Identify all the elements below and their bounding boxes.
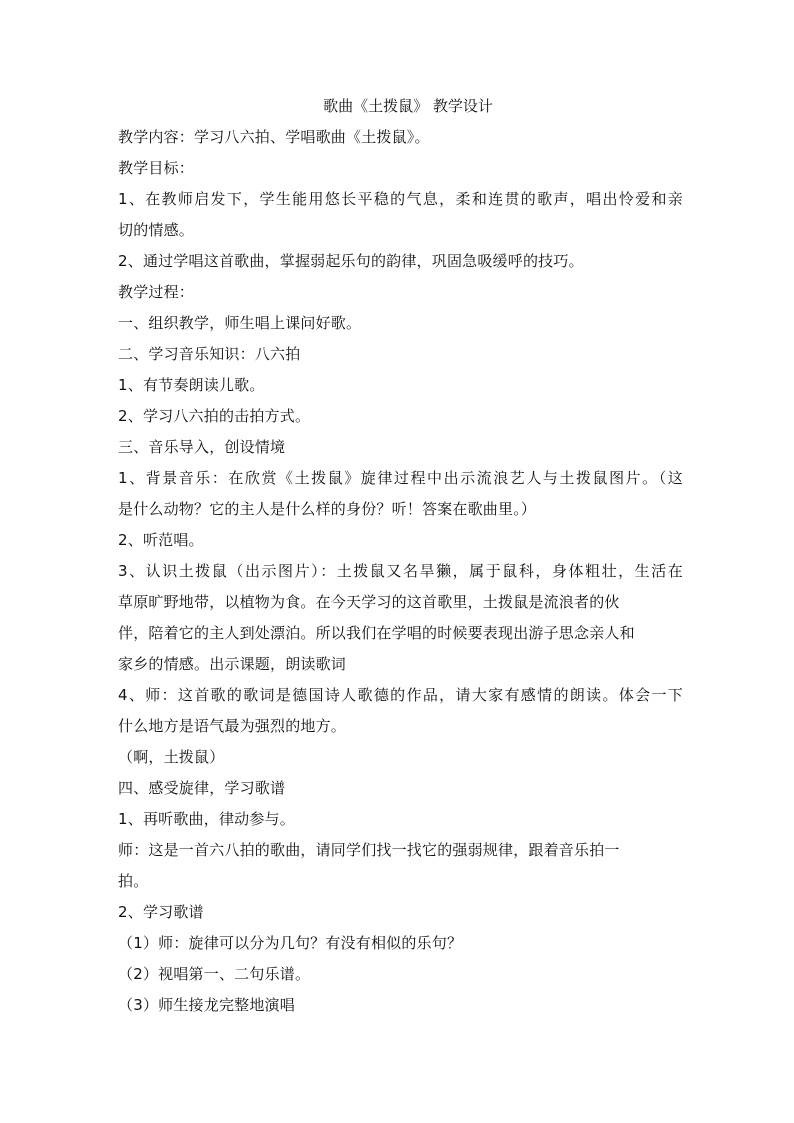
paragraph-line: 2、学习八六拍的击拍方式。 — [118, 407, 311, 425]
paragraph-line: 是什么动物？它的主人是什么样的身份？听！答案在歌曲里。） — [118, 500, 537, 518]
paragraph-line: 三、音乐导入，创设情境 — [118, 438, 286, 456]
paragraph-line: 3、认识土拨鼠（出示图片）：土拨鼠又名旱獭，属于鼠科，身体粗壮，生活在 — [118, 562, 683, 580]
paragraph-line: 2、听范唱。 — [118, 531, 204, 549]
paragraph-line: 家乡的情感。出示课题，朗读歌词 — [118, 655, 347, 673]
paragraph-line: 1、有节奏朗读儿歌。 — [118, 376, 265, 394]
paragraph-line: （2）视唱第一、二句乐谱。 — [118, 965, 311, 983]
paragraph-line: 草原旷野地带，以植物为食。在今天学习的这首歌里，土拨鼠是流浪者的伙 — [118, 593, 620, 611]
paragraph-line: （啊，土拨鼠） — [118, 748, 225, 766]
paragraph-line: 什么地方是语气最为强烈的地方。 — [118, 717, 347, 735]
paragraph-line: 四、感受旋律，学习歌谱 — [118, 779, 286, 797]
paragraph-line: 1、背景音乐：在欣赏《土拨鼠》旋律过程中出示流浪艺人与土拨鼠图片。（这 — [118, 469, 683, 487]
paragraph-line: 二、学习音乐知识：八六拍 — [118, 345, 301, 363]
paragraph-line: 教学目标： — [118, 159, 195, 177]
paragraph-line: 1、再听歌曲，律动参与。 — [118, 810, 295, 828]
paragraph-line: 4、师：这首歌的歌词是德国诗人歌德的作品，请大家有感情的朗读。体会一下 — [118, 686, 683, 704]
paragraph-line: （3）师生接龙完整地演唱 — [118, 996, 295, 1014]
paragraph-line: 拍。 — [118, 872, 149, 890]
paragraph-line: 1、在教师启发下，学生能用悠长平稳的气息，柔和连贯的歌声，唱出怜爱和亲 — [118, 190, 683, 208]
paragraph-line: 伴，陪着它的主人到处漂泊。所以我们在学唱的时候要表现出游子思念亲人和 — [118, 624, 635, 642]
paragraph-line: 切的情感。 — [118, 221, 195, 239]
paragraph-line: 教学过程： — [118, 283, 195, 301]
paragraph-line: 一、组织教学，师生唱上课问好歌。 — [118, 314, 362, 332]
document-title: 歌曲《土拨鼠》 教学设计 — [323, 97, 493, 115]
paragraph-line: 师：这是一首六八拍的歌曲，请同学们找一找它的强弱规律，跟着音乐拍一 — [118, 841, 620, 859]
document-body — [118, 122, 683, 1021]
paragraph-line: 2、学习歌谱 — [118, 903, 204, 921]
paragraph-line: 教学内容：学习八六拍、学唱歌曲《土拨鼠》。 — [118, 128, 430, 146]
paragraph-line: （1）师：旋律可以分为几句？有没有相似的乐句？ — [118, 934, 463, 952]
paragraph-line: 2、通过学唱这首歌曲，掌握弱起乐句的韵律，巩固急吸缓呼的技巧。 — [118, 252, 584, 270]
